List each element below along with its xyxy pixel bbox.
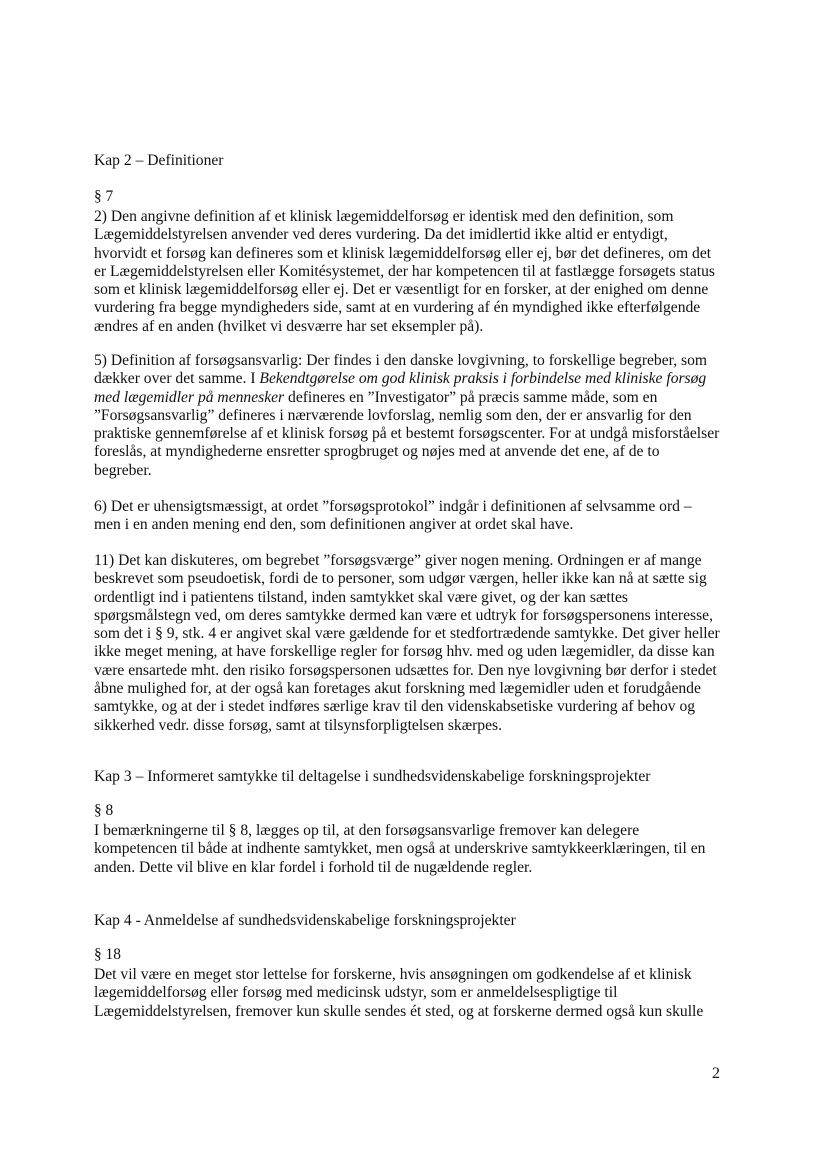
definition-item-2: 2) Den angivne definition af et klinisk lægemiddelforsøg er identisk med den definition, som Lægemiddelstyrelsen anvender ved deres vurdering. Da det imidlertid ikke altid er entydigt, hvorvidt et forsøg kan defineres som et klinisk lægemiddelforsøg eller ej, bør det defineres, om det er Lægemiddelstyrelsen eller Komitésystemet, der har kompetencen til at fastlægge forsøgets status som et klinisk lægemiddelforsøg eller ej. Det er væsentligt for en forsker, at der enighed om denne vurdering fra begge myndigheders side, samt at en vurdering af én myndighed ikke efterfølgende ændres af en anden (hvilket vi desværre har set eksempler på).: [94, 208, 715, 335]
mixed-line: dækker over det samme. I Bekendtgørelse om god klinisk praksis i forbindelse med kliniske forsøg: [94, 370, 707, 388]
definition-item-5: 5) Definition af forsøgsansvarlig: Der findes i den danske lovgivning, to forskellige begreber, som dækker over det samme. I Bekendtgørelse om god klinisk praksis i forbindelse med kliniske forsøg med lægemidler på mennesker defineres en ”Investigator” på præcis samme måde, som en ”Forsøgsansvarlig” defineres i nærværende lovforslag, nemlig som den, der er ansvarlig for den praktiske gennemførelse af et klinisk forsøg på et bestemt forsøgscenter. For at undgå misforståelser foreslås, at myndighederne ensretter sprogbruget og nøjes med at anvende det ene, af de to begreber.: [94, 352, 734, 480]
page-number: 2: [712, 1065, 720, 1082]
heading-text: Kap 2 – Definitioner: [94, 152, 224, 169]
italic-title: med lægemidler på mennesker: [94, 388, 285, 406]
definition-item-6: 6) Det er uhensigtsmæssigt, at ordet ”forsøgsprotokol” indgår i definitionen af selvsamme ord – men i en anden mening end den, som definitionen angiver at ordet skal have.: [94, 498, 692, 534]
definition-item-11: 11) Det kan diskuteres, om begrebet ”forsøgsværge” giver nogen mening. Ordningen er af mange beskrevet som pseudoetisk, fordi de to personer, som udgør værgen, heller ikke kan nå at sætte sig ordentligt ind i patientens tilstand, inden samtykket skal være givet, og der kan sættes spørgsmålstegn ved, om deres samtykke dermed kan være et udtryk for forsøgspersonens interesse, som det i § 9, stk. 4 er angivet skal være gældende for et stedfortrædende samtykke. Det giver heller ikke meget mening, at have forskellige regler for forsøg hhv. med og uden lægemidler, da disse kan være ensartede mht. den risiko forsøgspersonen udsættes for. Den nye lovgivning bør derfor i stedet åbne mulighed for, at der også kan foretages akut forskning med lægemidler uden et forudgående samtykke, og at der i stedet indføres særlige krav til den videnskabsetiske vurdering af behov og sikkerhed vedr. disse forsøg, samt at tilsynsforpligtelsen skærpes.: [94, 552, 720, 734]
chapter-3-heading: Kap 3 – Informeret samtykke til deltagelse i sundhedsvidenskabelige forskningsprojekter: [94, 768, 651, 785]
mixed-line: med lægemidler på mennesker defineres en ”Investigator” på præcis samme måde, som en: [94, 388, 658, 406]
paragraph-18-marker: § 18: [94, 946, 121, 963]
paragraph-7-marker: § 7: [94, 188, 114, 205]
italic-title: Bekendtgørelse om god klinisk praksis i forbindelse med kliniske forsøg: [259, 370, 707, 388]
paragraph-18-body: Det vil være en meget stor lettelse for forskerne, hvis ansøgningen om godkendelse af et klinisk lægemiddelforsøg eller forsøg med medicinsk udstyr, som er anmeldelsespligtige til Lægemiddelstyrelsen, fremover kun skulle sendes ét sted, og at forskerne dermed også kun skulle: [94, 966, 704, 1020]
paragraph-8-marker: § 8: [94, 802, 114, 819]
paragraph-8-body: I bemærkningerne til § 8, lægges op til, at den forsøgsansvarlige fremover kan delegere kompetencen til både at indhente samtykket, men også at underskrive samtykkeerklæringen, til en anden. Dette vil blive en klar fordel i forhold til de nugældende regler.: [94, 822, 706, 876]
chapter-2-heading: [94, 152, 734, 170]
chapter-4-heading: Kap 4 - Anmeldelse af sundhedsvidenskabelige forskningsprojekter: [94, 912, 516, 929]
